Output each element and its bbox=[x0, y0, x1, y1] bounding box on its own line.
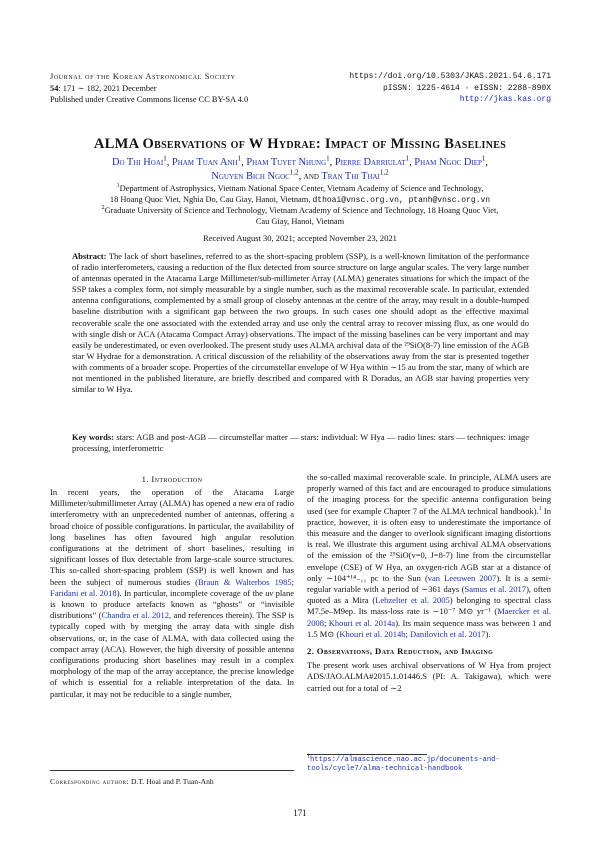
right-text-2d: ) belonging to spectral class M7.5e–M9ep. Its mass-loss rate is ∼10⁻⁷ M⊙ yr⁻¹ ( bbox=[307, 595, 552, 617]
issn: pISSN: 1225-4614 · eISSN: 2288-890X bbox=[382, 83, 551, 93]
affiliations bbox=[50, 184, 550, 227]
right-text-2a: In practice, however, it is often easy to underestimate the importance of this measure and the danger to overlook significant imaging distortions is real. We illustrate this argument using archival ALMA observations of the emission of the ²⁹SiO(v=0, J=8-7) line from the circumstellar envelope (CSE) of W Hya, an oxygen-rich AGB star at a distance of only ∼104⁺¹⁴₋₁₁ pc to the Sun ( bbox=[307, 505, 551, 583]
keywords-label: Key words: bbox=[72, 432, 115, 442]
intro-paragraph bbox=[50, 487, 294, 700]
volume: 54 bbox=[50, 83, 59, 93]
author-4-sup: 1 bbox=[405, 154, 410, 163]
affil-1-line1: Department of Astrophysics, Vietnam National Space Center, Vietnam Academy of Science and Technology, bbox=[119, 184, 484, 193]
intro-text-b: ). In particular, incomplete coverage of the bbox=[116, 587, 266, 598]
citation-braun[interactable]: Braun & Walterbos 1985 bbox=[197, 576, 292, 587]
affil-2-sup: 2 bbox=[101, 205, 105, 212]
volume-line bbox=[50, 83, 248, 95]
citation-khouri-b[interactable]: Khouri et al. 2014b bbox=[339, 628, 406, 639]
right-text-1: the so-called maximal recoverable scale. In principle, ALMA users are properly warned of this fact and are encouraged to produce simulations of the imaging process for the specific antenna configuration being used (see for example Chapter 7 of the ALMA technical handbook). bbox=[307, 472, 551, 516]
author-6-sup: 1,2 bbox=[289, 168, 299, 177]
paper-title: ALMA Observations of W Hydrae: Impact of Missing Baselines bbox=[93, 136, 507, 152]
author-7-sup: 1,2 bbox=[379, 168, 389, 177]
section-2-paragraph: The present work uses archival observations of W Hya from project ADS/JAO.ALMA#2015.1.01446.S (PI: A. Takigawa), which were carried out for a total of ∼2 bbox=[307, 660, 551, 693]
affil-2-line2: Cau Giay, Hanoi, Vietnam bbox=[255, 216, 345, 226]
right-text-2b: ). It is a semi-regular variable with a period of ∼361 days ( bbox=[307, 572, 551, 595]
abstract bbox=[72, 251, 529, 395]
intro-text-a: In recent years, the operation of the Atacama Large Millimeter/submillimeter Array (ALMA) has opened a new era of radio interferometry with an unprecedented number of antennas, offering a broad choice of possible configurations. In particular, the availability of long baselines has often favoured high angular resolution configurations at the detriment of short baselines, resulting in significant losses of flux detectable from large-scale source structures. This so-called short-spacing problem (SSP) is well known and has been the subject of numerous studies ( bbox=[50, 487, 294, 587]
section-1-heading: 1. Introduction bbox=[141, 474, 203, 484]
right-text-2c: ), often quoted as a Mira ( bbox=[307, 584, 551, 606]
affil-1-line2: 18 Hoang Quoc Viet, Nghia Do, Cau Giay, Hanoi, Vietnam, bbox=[109, 194, 313, 204]
right-text-2f: ). bbox=[485, 628, 491, 639]
author-6[interactable]: Nguyen Bich Ngoc bbox=[211, 170, 290, 182]
author-2-sup: 1 bbox=[237, 154, 242, 163]
author-3-sup: 1 bbox=[326, 154, 330, 163]
email[interactable]: dthoai@vnsc.org.vn, ptanh@vnsc.org.vn bbox=[312, 195, 491, 205]
footnote-link[interactable]: https://almascience.nao.ac.jp/documents-and-tools/cycle7/alma-technical-handbook bbox=[307, 756, 500, 773]
intro-sep: ; bbox=[291, 576, 294, 587]
author-and: , and bbox=[298, 170, 319, 182]
doi-link[interactable]: https://doi.org/10.5303/JKAS.2021.54.6.171 bbox=[349, 72, 551, 81]
footnote-divider bbox=[307, 754, 427, 755]
corr-names: D.T. Hoai and P. Tuan-Anh bbox=[130, 777, 214, 786]
author-1-sup: 1 bbox=[163, 154, 167, 163]
citation-lebzelter[interactable]: Lebzelter et al. 2005 bbox=[375, 595, 450, 606]
author-5[interactable]: Pham Ngoc Diep bbox=[414, 157, 482, 168]
corresponding-author bbox=[50, 777, 294, 786]
footnote bbox=[307, 753, 551, 774]
intro-text-d: , and references therein). The SSP is typically coped with by merging the array data with single dish observations, or, in the case of ALMA, with data collected using the compact array (ACA). However, the high diversity of possible antenna configurations producing short baselines may result in a complex morphology of the map of the array acceptance, the precise knowledge of which is essential for a reliable interpretation of the data. In particular, it may not be reducible to a single number, bbox=[50, 610, 294, 699]
corr-label: Corresponding author: bbox=[50, 777, 130, 786]
citation-vanleeuwen[interactable]: van Leeuwen 2007 bbox=[427, 572, 497, 583]
license: Published under Creative Commons license CC BY-SA 4.0 bbox=[50, 95, 249, 104]
author-4[interactable]: Pierre Darriulat bbox=[334, 157, 406, 168]
abstract-label: Abstract: bbox=[72, 251, 107, 261]
intro-text-c: plane is known to produce artefacts known as “ghosts” or “invisible distributions” ( bbox=[50, 587, 294, 621]
journal-name: Journal of the Korean Astronomical Society bbox=[50, 72, 236, 81]
citation-danilovich[interactable]: Danilovich et al. 2017 bbox=[410, 628, 486, 639]
author-1[interactable]: Do Thi Hoai bbox=[111, 157, 164, 168]
affil-2-line1: Graduate University of Science and Technology, Vietnam Academy of Science and Technology, 18 Hoang Quoc Viet, bbox=[104, 206, 499, 216]
author-2[interactable]: Pham Tuan Anh bbox=[171, 157, 238, 168]
journal-ids bbox=[349, 71, 551, 106]
affil-1-sup: 1 bbox=[116, 183, 120, 190]
site-link[interactable]: http://jkas.kas.org bbox=[459, 95, 551, 104]
citation-chandra[interactable]: Chandra et al. 2012 bbox=[101, 610, 169, 621]
uv-term: uv bbox=[265, 587, 274, 598]
citation-khouri-a[interactable]: Khouri et al. 2014a bbox=[328, 617, 396, 628]
right-text-2e: ). Its main sequence mass was between 1 and 1.5 M⊙ ( bbox=[307, 617, 551, 639]
citation-maercker[interactable]: Maercker et al. 2008 bbox=[307, 606, 551, 628]
footnote-sup: 1 bbox=[307, 753, 310, 760]
page-number: 171 bbox=[293, 808, 307, 818]
pages: : 171 ∼ 182, 2021 December bbox=[58, 83, 157, 93]
author-list: Do Thi Hoai$^1$, Pham Tuan Anh$^1$, Pham Tuyet Nhung$^1$, Pierre Darriulat$^1$, Pham Ngoc Diep$^1$, Nguyen Bich Ngoc$^{1,2}$, and Tran Thi Thai$^{1,2}$ bbox=[111, 154, 489, 182]
citation-faridani[interactable]: Faridani et al. 2018 bbox=[50, 587, 117, 598]
keywords bbox=[72, 432, 529, 454]
right-paragraph-1: the so-called maximal recoverable scale. In principle, ALMA users are properly warned of this fact and are encouraged to produce simulations of the imaging process for the specific antenna configuration being used (see for example Chapter 7 of the ALMA technical handbook).$^1$ In practice, however, it is often easy to underestimate the importance of this measure and the danger to overlook significant imaging distortions is real. We illustrate this argument using archival ALMA observations of the emission of the ²⁹SiO(v=0, J=8-7) line from the circumstellar envelope (CSE) of W Hya, an oxygen-rich AGB star at a distance of only ∼104⁺¹⁴₋₁₁ pc to the Sun (van Leeuwen 2007). It is a semi-regular variable with a period of ∼361 days (Samus et al. 2017), often quoted as a Mira (Lebzelter et al. 2005) belonging to spectral class M7.5e–M9ep. Its mass-loss rate is ∼10⁻⁷ M⊙ yr⁻¹ (Maercker et al. 2008; Khouri et al. 2014a). Its main sequence mass was between 1 and 1.5 M⊙ (Khouri et al. 2014b; Danilovich et al. 2017). bbox=[307, 472, 552, 639]
corr-divider bbox=[50, 770, 294, 771]
author-5-sup: 1 bbox=[481, 154, 486, 163]
author-7[interactable]: Tran Thi Thai bbox=[321, 170, 380, 182]
received-dates: Received August 30, 2021; accepted November 23, 2021 bbox=[203, 233, 397, 243]
citation-samus[interactable]: Samus et al. 2017 bbox=[464, 584, 527, 595]
abstract-text: The lack of short baselines, referred to as the short-spacing problem (SSP), is a well-known limitation of the performance of radio interferometers, causing a reduction of the flux detected from source structure on large angular scales. The very large number of antennas operated in the Atacama Large Millimeter/sub-millimeter Array (ALMA) generates situations for which the impact of the SSP takes a complex form, not simply measurable by a single number, such as the maximal recoverable scale. In particular, extended antenna configurations, complemented by a small group of closeby antennas at the centre of the array, may result in a double-humped baseline distribution with a significant gap between the two groups. In such cases one should adopt as the effective maximal recoverable scale the one associated with the extended array and use only the central array to recover missing flux, as one would do with single dish or ACA (Atacama Compact Array) observations. The impact of the missing baselines can be very important and may easily be underestimated, or even overlooked. The present study uses ALMA archival data of the ²⁹SiO(8-7) line emission of the AGB star W Hydrae for a demonstration. A critical discussion of the reliability of the observations away from the star is presented together with comments of a broader scope. Properties of the circumstellar envelope of W Hya within ∼15 au from the star, many of which are not mentioned in the published literature, are briefly described and compared with R Doradus, an AGB star having properties very similar to W Hya. bbox=[72, 251, 529, 395]
keywords-text: stars: AGB and post-AGB — circumstellar matter — stars: individual: W Hya — radio lines: stars — techniques: image processing, interferometric bbox=[72, 432, 529, 454]
journal-header bbox=[50, 71, 248, 106]
section-2-heading: 2. Observations, Data Reduction, and Imaging bbox=[307, 646, 494, 657]
right-column bbox=[307, 472, 551, 694]
author-3[interactable]: Pham Tuyet Nhung bbox=[246, 157, 327, 168]
footnote-ref[interactable]: 1 bbox=[538, 505, 542, 512]
